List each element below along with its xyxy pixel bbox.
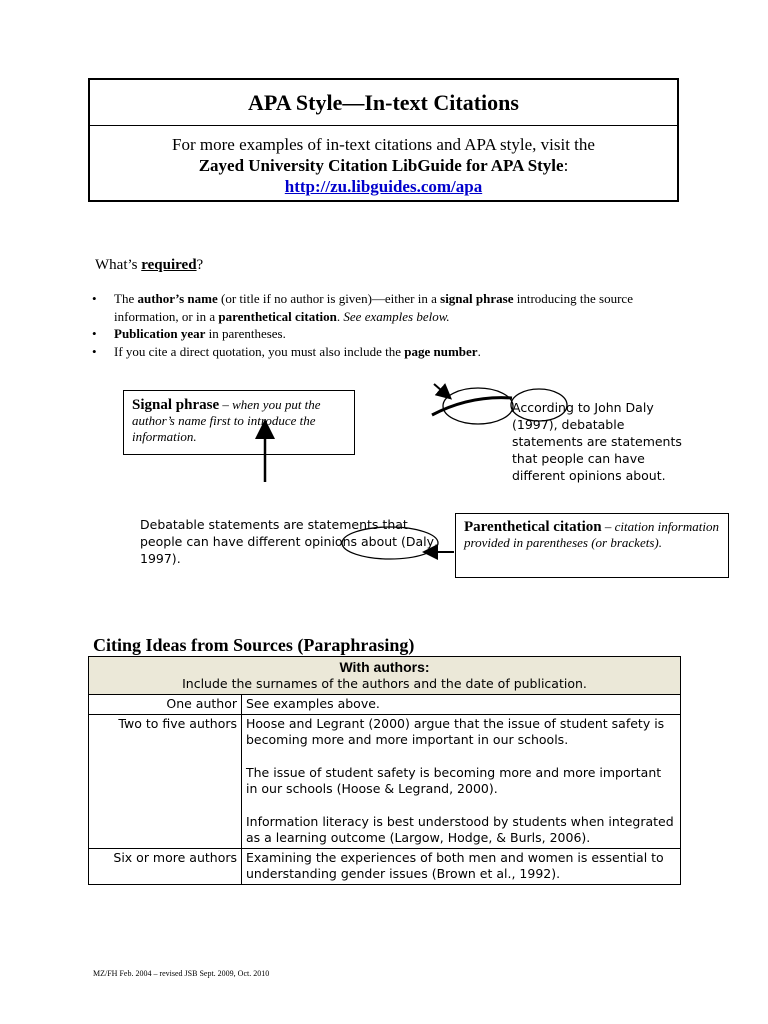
required-question-suffix: ? (196, 257, 204, 273)
table-row-content: See examples above. (242, 695, 681, 715)
title-line-1: For more examples of in-text citations and APA style, visit the (172, 135, 595, 154)
table-header-row (89, 657, 681, 695)
table-row-label: Two to five authors (89, 714, 242, 848)
date-circle (511, 389, 567, 421)
parenthetical-heading: Parenthetical citation (464, 519, 602, 535)
table-row (89, 848, 681, 884)
signal-phrase-example: According to John Daly (1997), debatable statements are statements that people can have different opinions about. (512, 400, 682, 483)
table-header-subtitle: Include the surnames of the authors and the date of publication. (182, 675, 587, 691)
section-heading: Citing Ideas from Sources (Paraphrasing) (93, 635, 415, 655)
list-item: • Publication year in parentheses. (92, 326, 286, 341)
table-row (89, 695, 681, 715)
parenthetical-example: Debatable statements are statements that people can have different opinions about (Daly, 1997). (140, 517, 439, 566)
required-keyword: required (141, 257, 197, 273)
table-row-content: Hoose and Legrant (2000) argue that the issue of student safety is becoming more and more important in our schools. The issue of student safety is becoming more and more important in our schools (Hoose & Legrand, 2000). Information literacy is best understood by students when integrated as a learning outcome (Largow, Hodge, & Burls, 2006). (242, 714, 681, 848)
signal-phrase-heading: Signal phrase (132, 397, 220, 413)
libguide-link[interactable]: http://zu.libguides.com/apa (284, 177, 483, 196)
table-header-title: With authors: (339, 659, 430, 675)
parenthetical-desc: citation information provided in parentheses (or brackets). (464, 519, 719, 550)
bullet-icon: • (92, 291, 97, 306)
libguide-colon: : (563, 156, 569, 175)
table-row (89, 714, 681, 848)
table-row-content: Examining the experiences of both men and women is essential to understanding gender issues (Brown et al., 1992). (242, 848, 681, 884)
citation-table (88, 656, 681, 885)
libguide-name: Zayed University Citation LibGuide for APA Style (198, 156, 564, 175)
bullet-icon: • (92, 343, 97, 359)
signal-phrase-dash: – (219, 397, 233, 412)
page-title: APA Style—In-text Citations (90, 80, 677, 126)
bullet-icon: • (92, 326, 97, 341)
citation-circle (342, 527, 438, 559)
table-row-label: Six or more authors (89, 848, 242, 884)
list-item: • The author’s name (or title if no author is given)—either in a signal phrase introducing the source information, or in a parenthetical citation. See examples below. (92, 291, 633, 324)
list-item: • If you cite a direct quotation, you must also include the page number. (92, 343, 481, 359)
parenthetical-dash: – (601, 519, 615, 534)
footer-note: MZ/FH Feb. 2004 – revised JSB Sept. 2009, Oct. 2010 (93, 969, 270, 978)
arrow-to-author (434, 384, 449, 397)
required-question-prefix: What’s (95, 257, 142, 273)
table-header-cell (89, 657, 681, 695)
signal-phrase-desc: when you put the author’s name first to introduce the information. (132, 397, 321, 444)
table-row-label: One author (89, 695, 242, 715)
